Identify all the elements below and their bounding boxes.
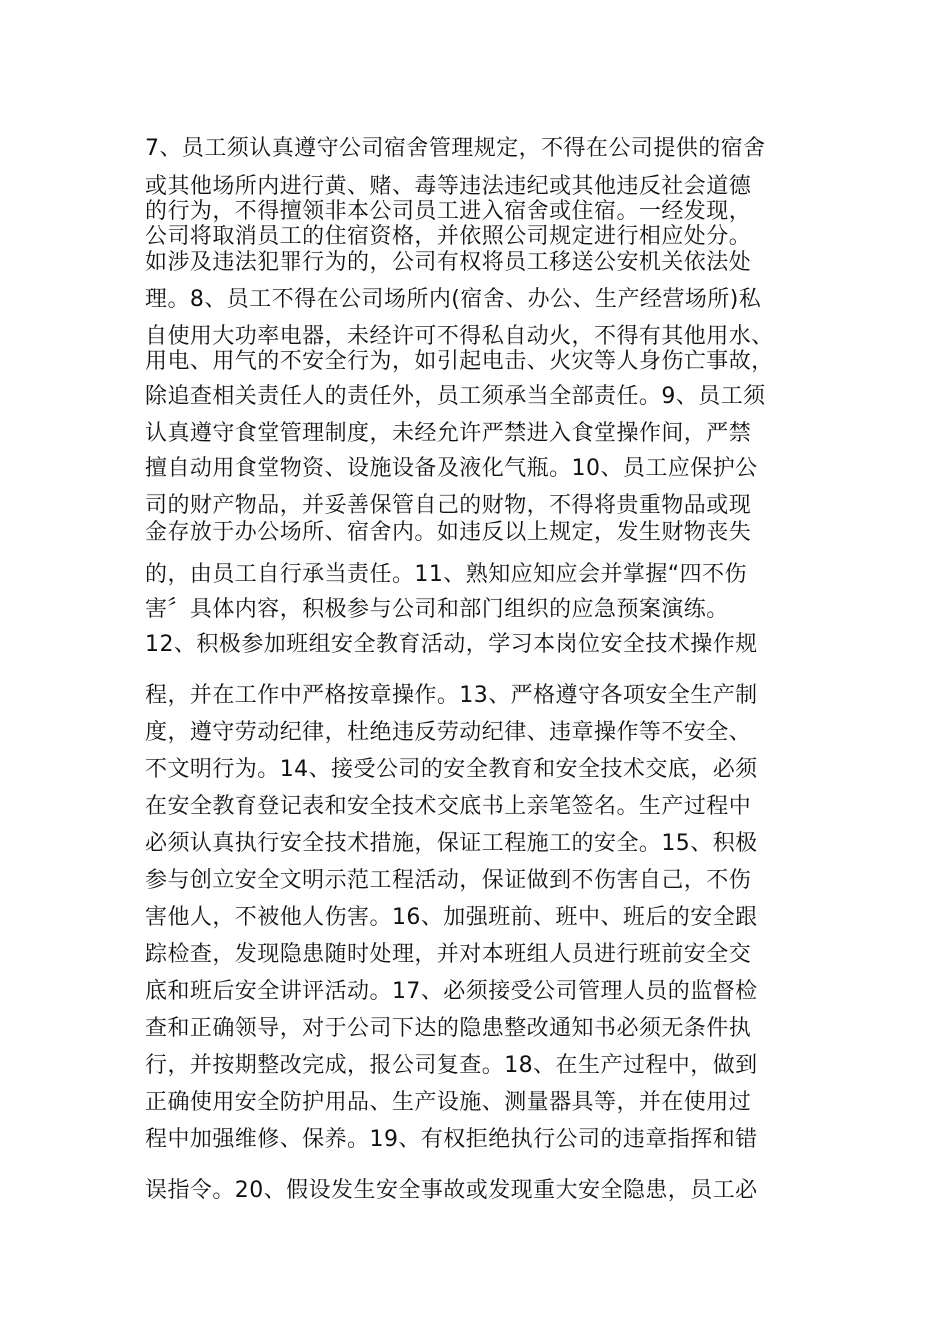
text-line: 底和班后安全讲评活动。17、必须接受公司管理人员的监督检 bbox=[145, 979, 758, 1004]
text-line: 的行为，不得擅领非本公司员工进入宿舍或住宿。一经发现， bbox=[145, 199, 752, 224]
text-line: 12、积极参加班组安全教育活动，学习本岗位安全技术操作规 bbox=[145, 632, 758, 657]
text-line: 自使用大功率电器，未经许可不得私自动火，不得有其他用水、 bbox=[145, 324, 774, 349]
text-line: 查和正确领导，对于公司下达的隐患整改通知书必须无条件执 bbox=[145, 1016, 752, 1041]
text-line: 害他人，不被他人伤害。16、加强班前、班中、班后的安全跟 bbox=[145, 905, 758, 930]
text-line: 害〞具体内容，积极参与公司和部门组织的应急预案演练。 bbox=[145, 597, 729, 622]
text-line: 必须认真执行安全技术措施，保证工程施工的安全。15、积极 bbox=[145, 831, 758, 856]
text-line: 误指令。20、假设发生安全事故或发现重大安全隐患，员工必 bbox=[145, 1178, 758, 1203]
text-line: 司的财产物品，并妥善保管自己的财物，不得将贵重物品或现 bbox=[145, 493, 752, 518]
text-line: 踪检查，发现隐患随时处理，并对本班组人员进行班前安全交 bbox=[145, 942, 752, 967]
text-line: 用电、用气的不安全行为，如引起电击、火灾等人身伤亡事故， bbox=[145, 349, 774, 374]
text-line: 金存放于办公场所、宿舍内。如违反以上规定，发生财物丧失 bbox=[145, 520, 752, 545]
text-line: 擅自动用食堂物资、设施设备及液化气瓶。10、员工应保护公 bbox=[145, 456, 758, 481]
text-line: 度，遵守劳动纪律，杜绝违反劳动纪律、违章操作等不安全、 bbox=[145, 720, 752, 745]
text-line: 理。8、员工不得在公司场所内(宿舍、办公、生产经营场所)私 bbox=[145, 287, 762, 312]
text-line: 行，并按期整改完成，报公司复查。18、在生产过程中，做到 bbox=[145, 1053, 758, 1078]
text-line: 公司将取消员工的住宿资格，并依照公司规定进行相应处分。 bbox=[145, 224, 752, 249]
text-line: 或其他场所内进行黄、赌、毒等违法违纪或其他违反社会道德 bbox=[145, 174, 752, 199]
text-line: 的，由员工自行承当责任。11、熟知应知应会并掌握“四不伤 bbox=[145, 562, 747, 587]
text-line: 程中加强维修、保养。19、有权拒绝执行公司的违章指挥和错 bbox=[145, 1127, 758, 1152]
text-line: 认真遵守食堂管理制度，未经允许严禁进入食堂操作间，严禁 bbox=[145, 421, 752, 446]
text-line: 如涉及违法犯罪行为的，公司有权将员工移送公安机关依法处 bbox=[145, 250, 752, 275]
text-line: 不文明行为。14、接受公司的安全教育和安全技术交底，必须 bbox=[145, 757, 758, 782]
text-line: 除追查相关责任人的责任外，员工须承当全部责任。9、员工须 bbox=[145, 384, 766, 409]
text-line: 正确使用安全防护用品、生产设施、测量器具等，并在使用过 bbox=[145, 1090, 752, 1115]
text-line: 7、员工须认真遵守公司宿舍管理规定，不得在公司提供的宿舍 bbox=[145, 136, 766, 161]
text-line: 程，并在工作中严格按章操作。13、严格遵守各项安全生产制 bbox=[145, 683, 758, 708]
text-line: 在安全教育登记表和安全技术交底书上亲笔签名。生产过程中 bbox=[145, 794, 752, 819]
text-line: 参与创立安全文明示范工程活动，保证做到不伤害自己，不伤 bbox=[145, 868, 752, 893]
